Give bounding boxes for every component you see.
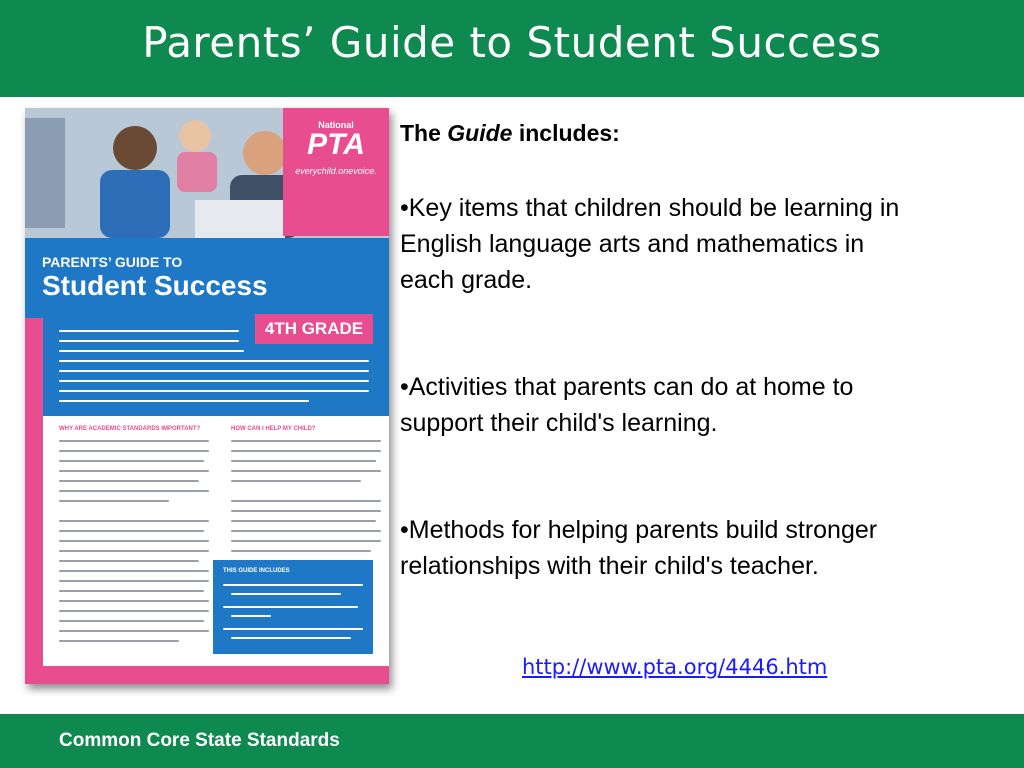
text-line <box>231 440 381 442</box>
text-line <box>223 584 363 586</box>
pta-logo-box <box>283 108 389 236</box>
text-line <box>59 500 169 502</box>
text-line <box>59 590 204 592</box>
bullet-methods: •Methods for helping parents build stronger relationships with their child's teacher. <box>400 516 878 580</box>
slide-title: Parents’ Guide to Student Success <box>142 18 882 67</box>
text-line <box>59 400 309 402</box>
text-line <box>59 460 204 462</box>
title-bar <box>0 0 1024 97</box>
guide-cover-image <box>25 108 389 684</box>
includes-heading: THIS GUIDE INCLUDES <box>223 568 290 574</box>
text-line <box>59 350 244 352</box>
text-line <box>59 480 199 482</box>
bullet-key-items: •Key items that children should be learning in English language arts and mathematics in each grade. <box>400 194 900 294</box>
text-line <box>59 450 209 452</box>
text-line <box>59 340 239 342</box>
bullet-activities: •Activities that parents can do at home to support their child's learning. <box>400 373 854 437</box>
right-column-heading: HOW CAN I HELP MY CHILD? <box>231 426 316 432</box>
cover-main-title: Student Success <box>42 270 268 301</box>
text-line <box>231 480 361 482</box>
footer-bar <box>0 714 1024 768</box>
cover-kicker: PARENTS’ GUIDE TO <box>42 254 183 270</box>
text-line <box>231 450 381 452</box>
text-line <box>59 640 179 642</box>
left-column-heading: WHY ARE ACADEMIC STANDARDS IMPORTANT? <box>59 426 201 432</box>
text-line <box>59 440 209 442</box>
footer-text: Common Core State Standards <box>59 730 340 751</box>
pta-link[interactable]: http://www.pta.org/4446.htm <box>522 655 828 679</box>
text-line <box>59 370 369 372</box>
text-line <box>59 560 199 562</box>
pta-tagline: everychild.onevoice. <box>295 166 377 176</box>
text-line <box>59 520 209 522</box>
heading-prefix: The <box>400 120 441 146</box>
text-line <box>231 540 381 542</box>
text-line <box>231 510 381 512</box>
text-line <box>59 380 369 382</box>
text-line <box>231 550 371 552</box>
text-line <box>59 470 209 472</box>
cover-pink-bottom-border <box>25 666 389 684</box>
text-line <box>231 530 381 532</box>
text-line <box>231 637 351 639</box>
text-line <box>59 580 209 582</box>
text-line <box>231 460 376 462</box>
text-line <box>231 615 271 617</box>
text-line <box>59 540 209 542</box>
text-line <box>59 600 209 602</box>
text-line <box>223 606 358 608</box>
text-line <box>59 390 369 392</box>
text-line <box>59 490 209 492</box>
guide-includes-box <box>213 560 373 654</box>
cover-title-band <box>25 238 389 318</box>
text-line <box>59 630 209 632</box>
text-line <box>231 500 381 502</box>
cover-pink-border <box>25 318 43 684</box>
text-line <box>59 610 209 612</box>
text-line <box>59 530 204 532</box>
text-line <box>59 360 369 362</box>
pta-logo: PTA <box>307 128 365 161</box>
pta-small-label: National <box>318 120 354 130</box>
text-line <box>231 470 381 472</box>
heading-suffix: includes: <box>518 120 620 146</box>
text-line <box>59 570 209 572</box>
text-line <box>223 628 363 630</box>
content-heading <box>400 120 620 147</box>
grade-badge: 4TH GRADE <box>255 314 373 344</box>
text-line <box>59 330 239 332</box>
text-line <box>59 620 204 622</box>
text-line <box>59 550 209 552</box>
text-line <box>231 593 341 595</box>
heading-emphasis: Guide <box>447 120 513 146</box>
text-line <box>231 520 376 522</box>
cover-photo <box>25 108 389 238</box>
